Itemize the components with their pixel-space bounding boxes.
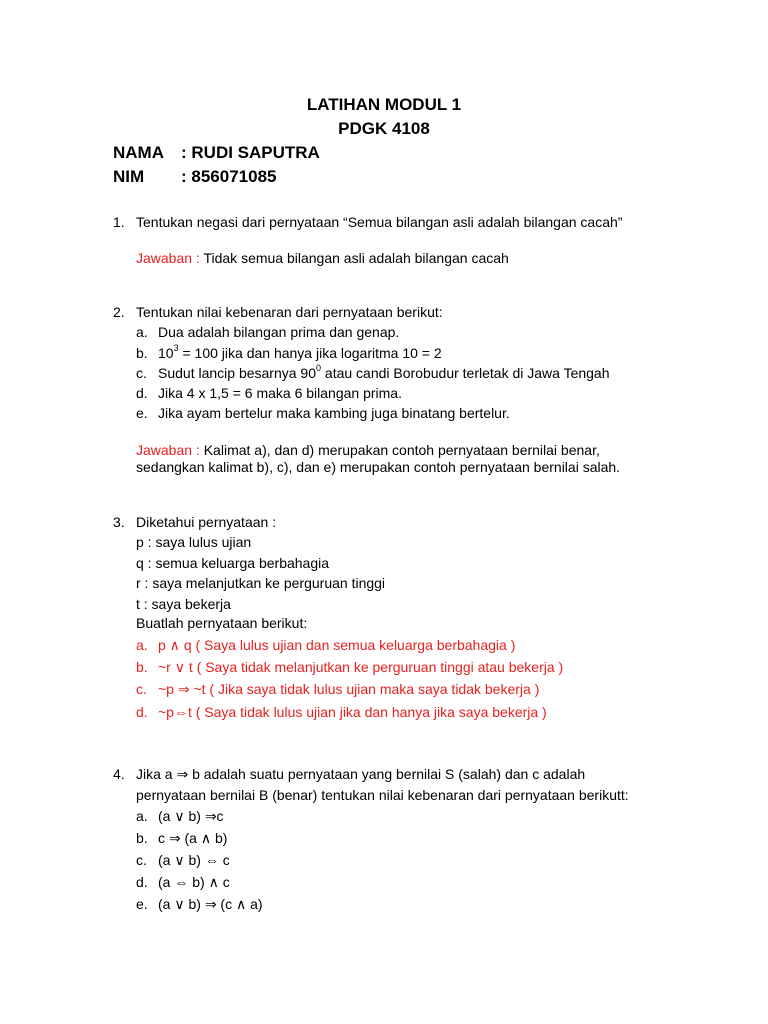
q3-item-c [136, 680, 539, 698]
q4-item-e [136, 895, 263, 913]
q1-answer-label: Jawaban : [136, 250, 200, 266]
q3-item-a-expr: p ∧ q [158, 637, 192, 653]
q3-item-c-expr: ~p ⇒ ~t [158, 681, 206, 697]
marker: a. [136, 637, 148, 653]
nim-row [113, 167, 276, 187]
q3-def-t: t : saya bekerja [136, 596, 231, 612]
q3-item-a [136, 636, 515, 654]
q2-item-d-text: Jika 4 x 1,5 = 6 maka 6 bilangan prima. [158, 385, 402, 401]
marker: e. [136, 405, 148, 421]
marker: c. [136, 365, 147, 381]
q4-text-line1: Jika a ⇒ b adalah suatu pernyataan yang bernilai S (salah) dan c adalah [136, 766, 586, 782]
q1-answer-text: Tidak semua bilangan asli adalah bilangan cacah [199, 250, 509, 266]
q4-item-b-text: c ⇒ (a ∧ b) [158, 830, 228, 846]
q2-answer-text: Kalimat a), dan d) merupakan contoh pernyataan bernilai benar, [199, 442, 600, 458]
q3-def-p: p : saya lulus ujian [136, 534, 252, 550]
q4-item-c-text: (a ∨ b) ⇔ c [158, 852, 230, 868]
q2-item-e [136, 404, 510, 422]
marker: c. [136, 852, 147, 868]
q3-item-c-text: ( Jika saya tidak lulus ujian maka saya tidak bekerja ) [205, 681, 540, 697]
q4-item-c [136, 851, 230, 869]
q2-item-b-exponent: 3 [173, 343, 179, 354]
q4-item-e-text: (a ∨ b) ⇒ (c ∧ a) [158, 896, 263, 912]
q2-answer-line2: sedangkan kalimat b), c), dan e) merupakan contoh pernyataan bernilai salah. [136, 459, 621, 475]
marker: a. [136, 808, 148, 824]
q3-item-b-expr: ~r ∨ t [158, 659, 193, 675]
q2-text: Tentukan nilai kebenaran dari pernyataan berikut: [136, 304, 443, 320]
q4-item-a [136, 807, 224, 825]
q2-item-b-base: 10 [158, 345, 174, 361]
q2-answer-line1 [136, 441, 600, 459]
q2-number: 2. [113, 304, 125, 320]
q4-item-d [136, 873, 230, 891]
q3-text: Diketahui pernyataan : [136, 514, 277, 530]
marker: b. [136, 830, 148, 846]
nim-label: NIM [113, 167, 145, 186]
q4-text-line2: pernyataan bernilai B (benar) tentukan nilai kebenaran dari pernyataan berikutt: [136, 787, 629, 803]
q2-item-a [136, 323, 399, 341]
marker: e. [136, 896, 148, 912]
q2-item-d [136, 384, 402, 402]
marker: b. [136, 659, 148, 675]
q3-number: 3. [113, 514, 125, 530]
q3-item-b-text: ( Saya tidak melanjutkan ke perguruan tinggi atau bekerja ) [192, 659, 564, 675]
q2-item-c [136, 364, 610, 382]
q1-text: Tentukan negasi dari pernyataan “Semua bilangan asli adalah bilangan cacah” [136, 214, 623, 230]
q2-item-a-text: Dua adalah bilangan prima dan genap. [158, 324, 400, 340]
nim-value: : 856071085 [181, 167, 277, 186]
q3-def-q: q : semua keluarga berbahagia [136, 555, 330, 571]
name-label: NAMA [113, 143, 164, 162]
q3-instruction: Buatlah pernyataan berikut: [136, 615, 308, 631]
doc-title: LATIHAN MODUL 1 [306, 95, 462, 114]
marker: d. [136, 704, 148, 720]
q4-number: 4. [113, 766, 125, 782]
marker: c. [136, 681, 147, 697]
q1-answer [136, 249, 509, 267]
q4-item-a-text: (a ∨ b) ⇒c [158, 808, 224, 824]
name-row [113, 143, 320, 163]
marker: b. [136, 345, 148, 361]
q2-item-c-text: atau candi Borobudur terletak di Jawa Tengah [321, 365, 610, 381]
name-value: : RUDI SAPUTRA [181, 143, 320, 162]
q2-item-c-degree: 0 [316, 363, 322, 374]
q2-item-b [136, 344, 442, 362]
q2-item-c-base: Sudut lancip besarnya 90 [158, 365, 316, 381]
q3-item-d-expr: ~p⇔t [158, 704, 192, 720]
q2-answer-label: Jawaban : [136, 442, 200, 458]
q3-item-a-text: ( Saya lulus ujian dan semua keluarga berbahagia ) [191, 637, 516, 653]
doc-subtitle: PDGK 4108 [338, 119, 430, 138]
marker: d. [136, 874, 148, 890]
q4-item-b [136, 829, 227, 847]
marker: d. [136, 385, 148, 401]
q3-item-d-text: ( Saya tidak lulus ujian jika dan hanya jika saya bekerja ) [191, 704, 547, 720]
q3-item-b [136, 658, 563, 676]
q3-item-d [136, 703, 547, 721]
q3-def-r: r : saya melanjutkan ke perguruan tinggi [136, 575, 386, 591]
q4-item-d-text: (a ⇔ b) ∧ c [158, 874, 230, 890]
q2-item-b-text: = 100 jika dan hanya jika logaritma 10 = 2 [178, 345, 442, 361]
q2-item-e-text: Jika ayam bertelur maka kambing juga binatang bertelur. [158, 405, 510, 421]
q1-number: 1. [113, 214, 125, 230]
marker: a. [136, 324, 148, 340]
